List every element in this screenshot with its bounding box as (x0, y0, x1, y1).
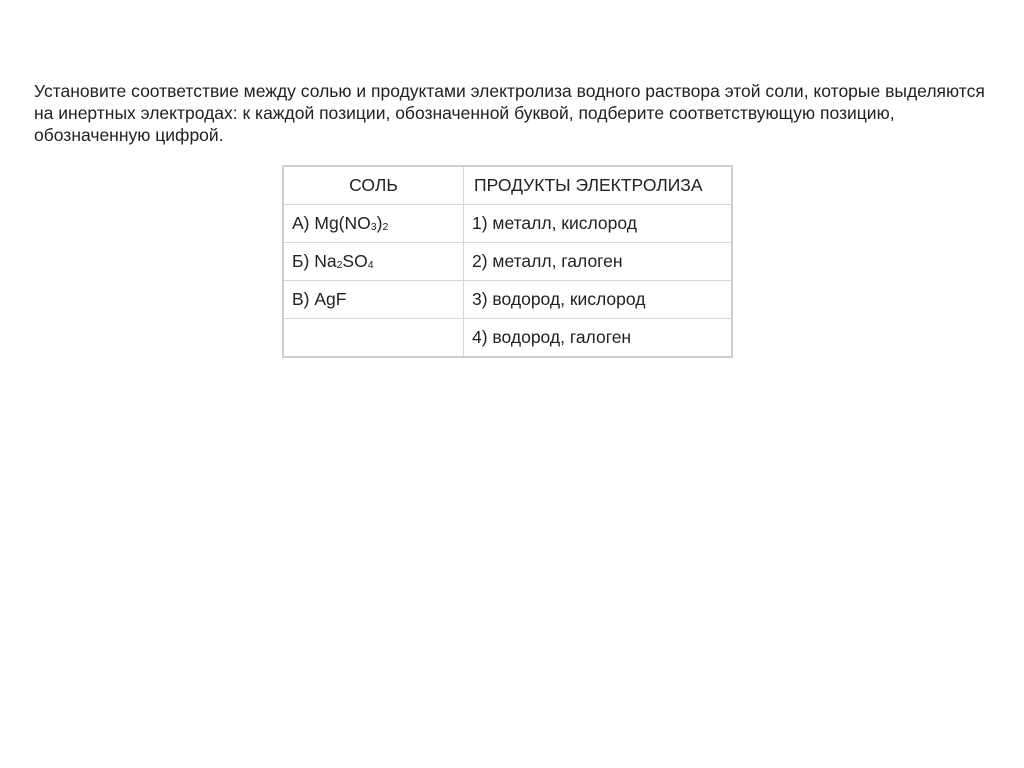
salt-label-b: Б) (292, 251, 315, 271)
table-row (283, 243, 732, 281)
table-header-row (283, 166, 732, 205)
header-products: ПРОДУКТЫ ЭЛЕКТРОЛИЗА (464, 166, 733, 205)
salt-label-c: В) (292, 289, 315, 309)
salt-formula-c: AgF (314, 289, 347, 309)
header-salt: СОЛЬ (283, 166, 464, 205)
table-row (283, 319, 732, 358)
product-cell-2: 2) металл, галоген (464, 243, 733, 281)
salt-label-a: А) (292, 213, 315, 233)
table-row (283, 205, 732, 243)
salt-cell-a (283, 205, 464, 243)
salt-formula-b: $Na_2SO_4$ (314, 251, 374, 271)
salt-cell-c (283, 281, 464, 319)
salt-cell-empty (283, 319, 464, 358)
product-cell-3: 3) водород, кислород (464, 281, 733, 319)
product-cell-1: 1) металл, кислород (464, 205, 733, 243)
matching-table (282, 165, 733, 358)
salt-cell-b (283, 243, 464, 281)
product-cell-4: 4) водород, галоген (464, 319, 733, 358)
task-statement: Установите соответствие между солью и продуктами электролиза водного раствора этой соли, которые выделяются на инертных электродах: к каждой позиции, обозначенной буквой, подберите соответствующую позицию, обозначенную цифрой. (34, 81, 985, 145)
table-row (283, 281, 732, 319)
salt-formula-a: $Mg(NO_3)_2$ (314, 213, 389, 233)
